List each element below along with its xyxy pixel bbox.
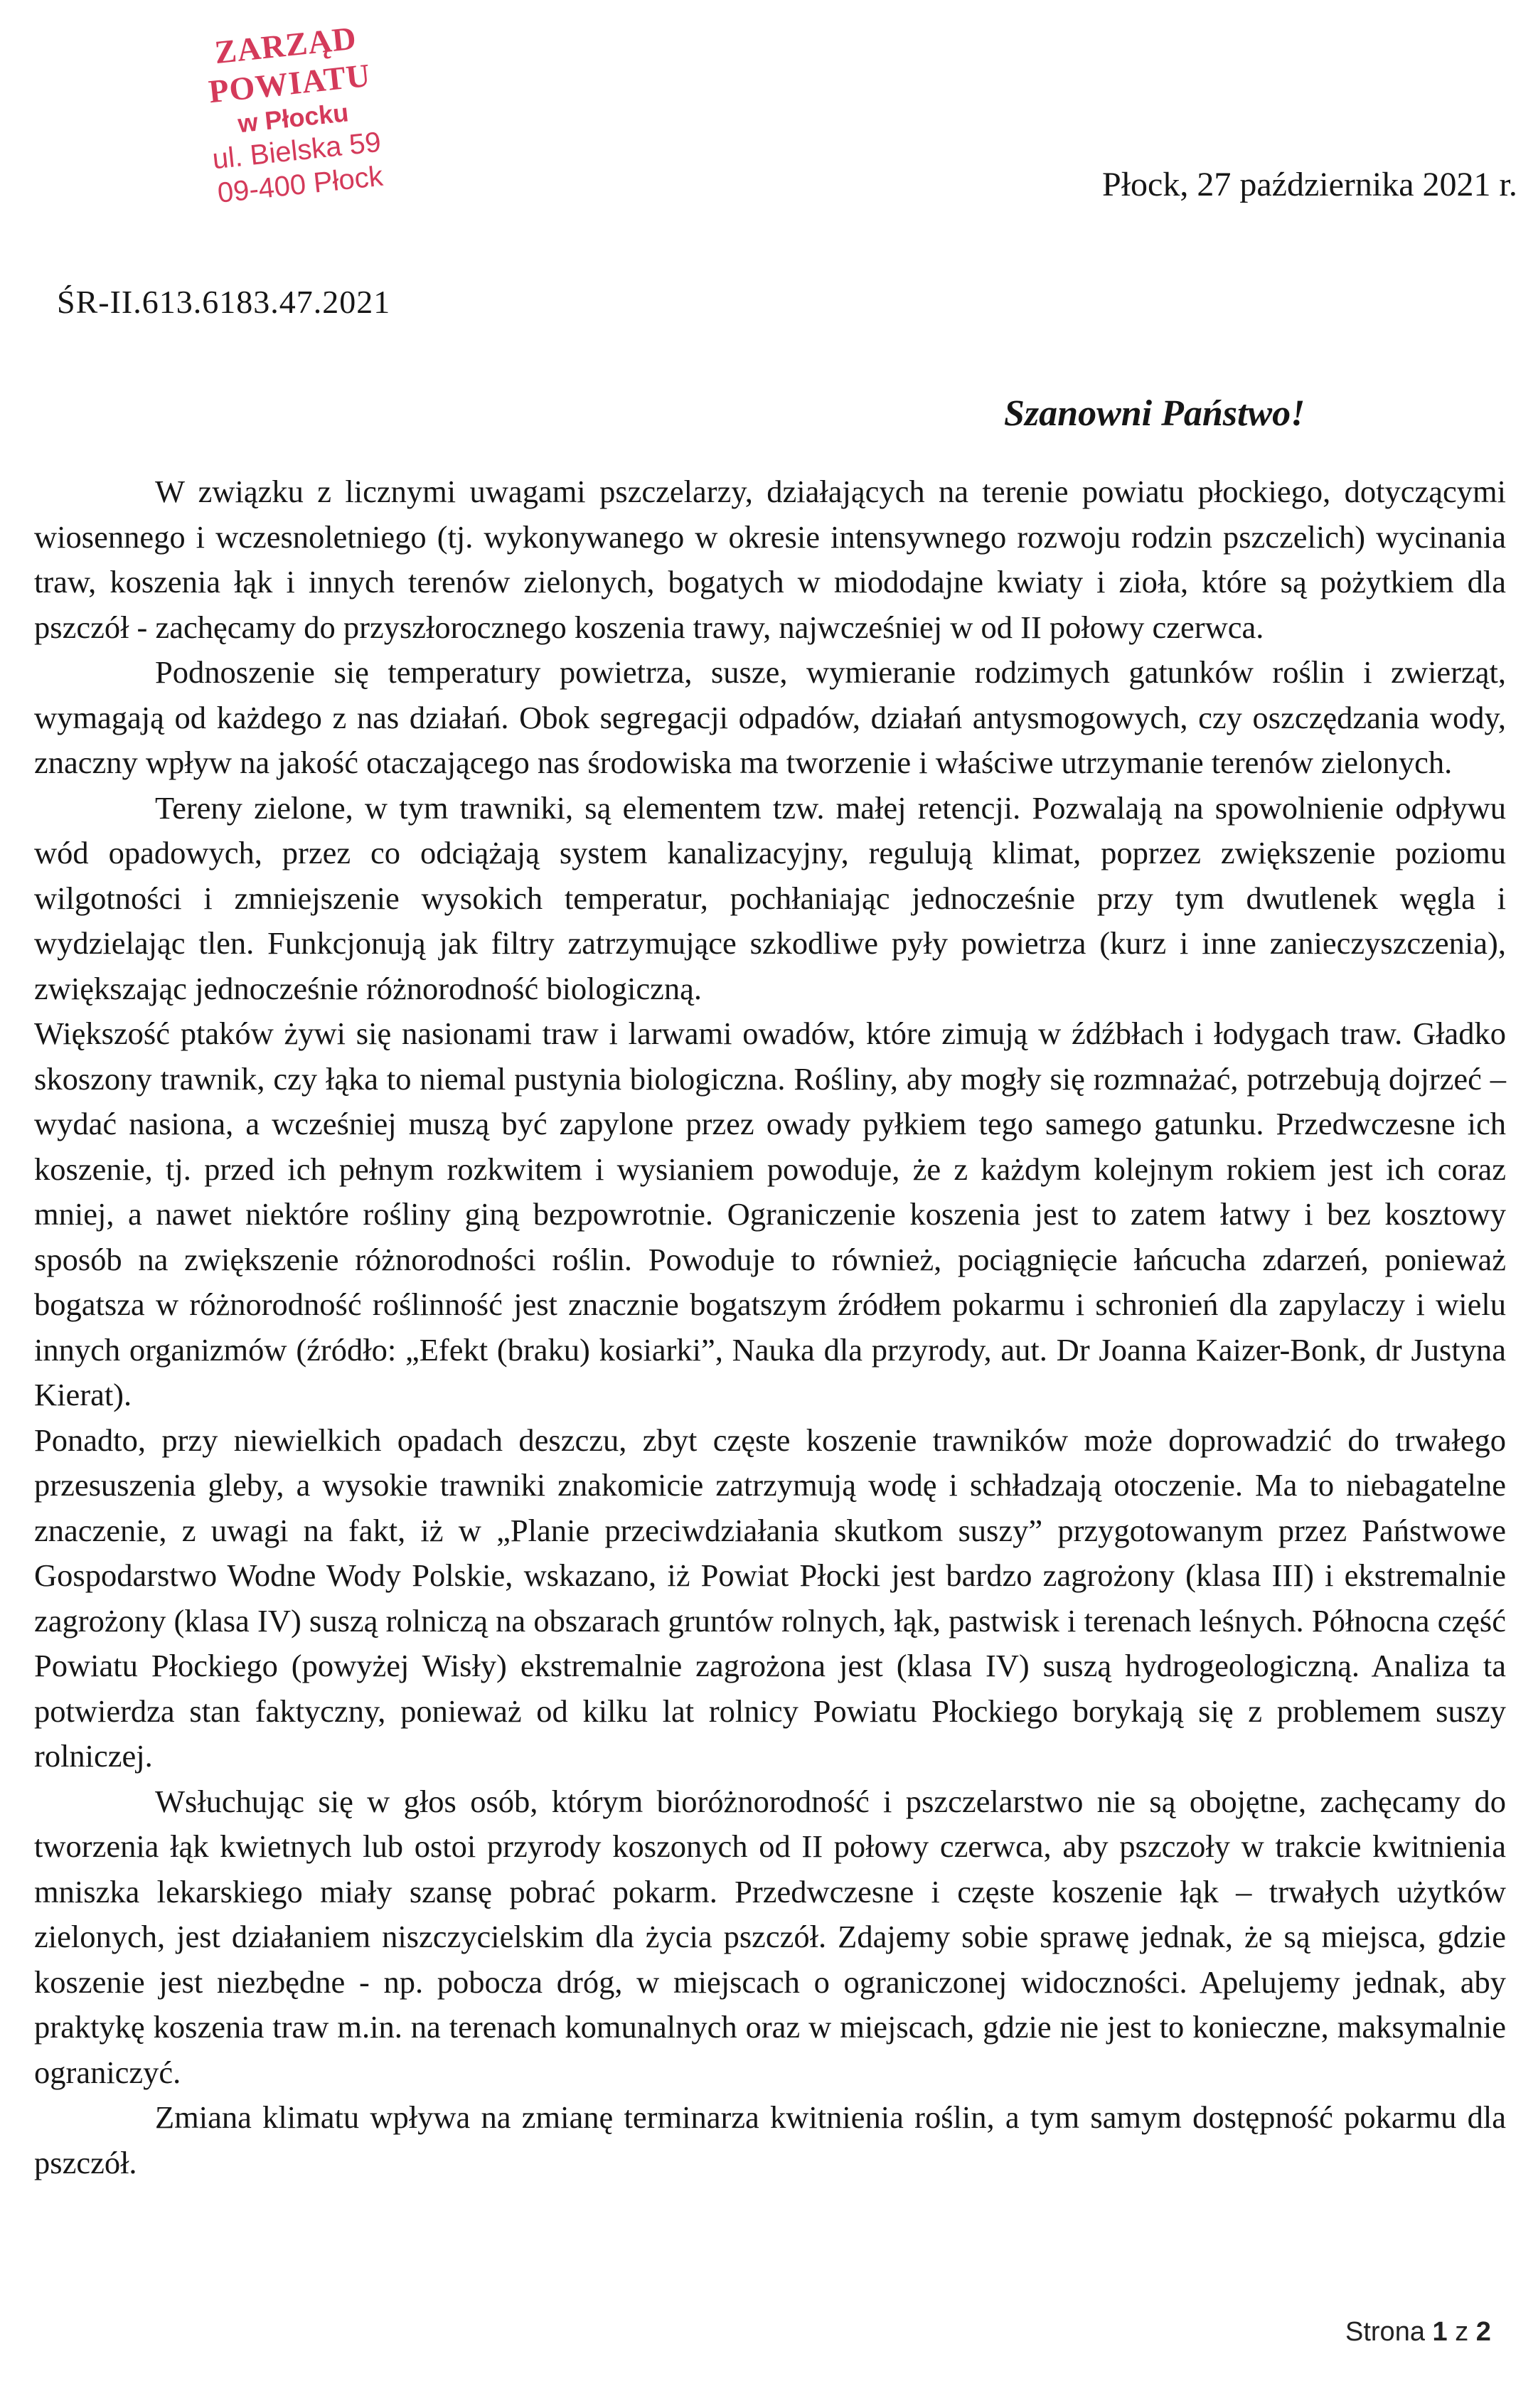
paragraph: Ponadto, przy niewielkich opadach deszczu, zbyt częste koszenie trawników może doprowadzić do trwałego przesuszenia gleby, a wysokie trawniki znakomicie zatrzymują wodę i schładzają otoczenie. Ma to niebagatelne znaczenie, z uwagi na fakt, iż w „Planie przeciwdziałania skutkom suszy” przygotowanym przez Państwowe Gospodarstwo Wodne Wody Polskie, wskazano, iż Powiat Płocki jest bardzo zagrożony (klasa III) i ekstremalnie zagrożony (klasa IV) suszą rolniczą na obszarach gruntów rolnych, łąk, pastwisk i terenach leśnych. Północna część Powiatu Płockiego (powyżej Wisły) ekstremalnie zagrożona jest (klasa IV) suszą hydrogeologiczną. Analiza ta potwierdza stan faktyczny, ponieważ od kilku lat rolnicy Powiatu Płockiego borykają się z problemem suszy rolniczej.	[34, 1422, 1506, 1774]
stamp-line-4: 09-400 Płock	[215, 160, 385, 209]
page-counter-prefix: Strona	[1345, 2317, 1433, 2347]
paragraph: Zmiana klimatu wpływa na zmianę terminarza kwitnienia roślin, a tym samym dostępność pokarmu dla pszczół.	[34, 2099, 1506, 2180]
letter-date: Płock, 27 października 2021 r.	[1102, 166, 1517, 203]
stamp-line-2: w Płocku	[236, 97, 351, 139]
page-counter-separator: z	[1447, 2317, 1476, 2347]
page-current: 1	[1432, 2317, 1448, 2347]
office-stamp	[128, 10, 456, 209]
paragraph: Większość ptaków żywi się nasionami traw i larwami owadów, które zimują w źdźbłach i łodygach traw. Gładko skoszony trawnik, czy łąka to niemal pustynia biologiczna. Rośliny, aby mogły się rozmnażać, potrzebują dojrzeć – wydać nasiona, a wcześniej muszą być zapylone przez owady pyłkiem tego samego gatunku. Przedwczesne ich koszenie, tj. przed ich pełnym rozkwitem i wysianiem powoduje, że z każdym kolejnym rokiem jest ich coraz mniej, a nawet niektóre rośliny giną bezpowrotnie. Ograniczenie koszenia jest to zatem łatwy i bez kosztowy sposób na zwiększenie różnorodności roślin. Powoduje to również, pociągnięcie łańcucha zdarzeń, ponieważ bogatsza w różnorodność roślinność jest znacznie bogatszym źródłem pokarmu i schronień dla zapylaczy i wielu innych organizmów (źródło: „Efekt (braku) kosiarki”, Nauka dla przyrody, aut. Dr Joanna Kaizer-Bonk, dr Justyna Kierat).	[34, 1016, 1506, 1412]
reference-number: ŚR-II.613.6183.47.2021	[57, 284, 391, 320]
paragraph: W związku z licznymi uwagami pszczelarzy, działających na terenie powiatu płockiego, dotyczącymi wiosennego i wczesnoletniego (tj. wykonywanego w okresie intensywnego rozwoju rodzin pszczelich) wycinania traw, koszenia łąk i innych terenów zielonych, bogatych w miododajne kwiaty i zioła, które są pożytkiem dla pszczół - zachęcamy do przyszłorocznego koszenia trawy, najwcześniej w od II połowy czerwca.	[34, 474, 1506, 645]
letter-body	[34, 469, 1506, 2185]
paragraph: Wsłuchując się w głos osób, którym bioróżnorodność i pszczelarstwo nie są obojętne, zachęcamy do tworzenia łąk kwietnych lub ostoi przyrody koszonych od II połowy czerwca, aby pszczoły w trakcie kwitnienia mniszka lekarskiego miały szansę pobrać pokarm. Przedwczesne i częste koszenie łąk – trwałych użytków zielonych, jest działaniem niszczycielskim dla życia pszczół. Zdajemy sobie sprawę jednak, że są miejsca, gdzie koszenie jest niezbędne - np. pobocza dróg, w miejscach o ograniczonej widoczności. Apelujemy jednak, aby praktykę koszenia traw m.in. na terenach komunalnych oraz w miejscach, gdzie nie jest to konieczne, maksymalnie ograniczyć.	[34, 1783, 1506, 2090]
page-counter	[1345, 2317, 1491, 2348]
salutation: Szanowni Państwo!	[1004, 393, 1305, 434]
paragraph: Podnoszenie się temperatury powietrza, susze, wymieranie rodzimych gatunków roślin i zwierząt, wymagają od każdego z nas działań. Obok segregacji odpadów, działań antysmogowych, czy oszczędzania wody, znaczny wpływ na jakość otaczającego nas środowiska ma tworzenie i właściwe utrzymanie terenów zielonych.	[34, 654, 1506, 780]
page-total: 2	[1475, 2317, 1491, 2347]
stamp-line-1: ZARZĄD POWIATU	[206, 19, 373, 110]
paragraph: Tereny zielone, w tym trawniki, są elementem tzw. małej retencji. Pozwalają na spowolnienie odpływu wód opadowych, przez co odciążają system kanalizacyjny, regulują klimat, poprzez zwiększenie poziomu wilgotności i zmniejszenie wysokich temperatur, pochłaniając jednocześnie przy tym dwutlenek węgla i wydzielając tlen. Funkcjonują jak filtry zatrzymujące szkodliwe pyły powietrza (kurz i inne zanieczyszczenia), zwiększając jednocześnie różnorodność biologiczną.	[34, 789, 1506, 1006]
stamp-line-3: ul. Bielska 59	[210, 126, 383, 176]
